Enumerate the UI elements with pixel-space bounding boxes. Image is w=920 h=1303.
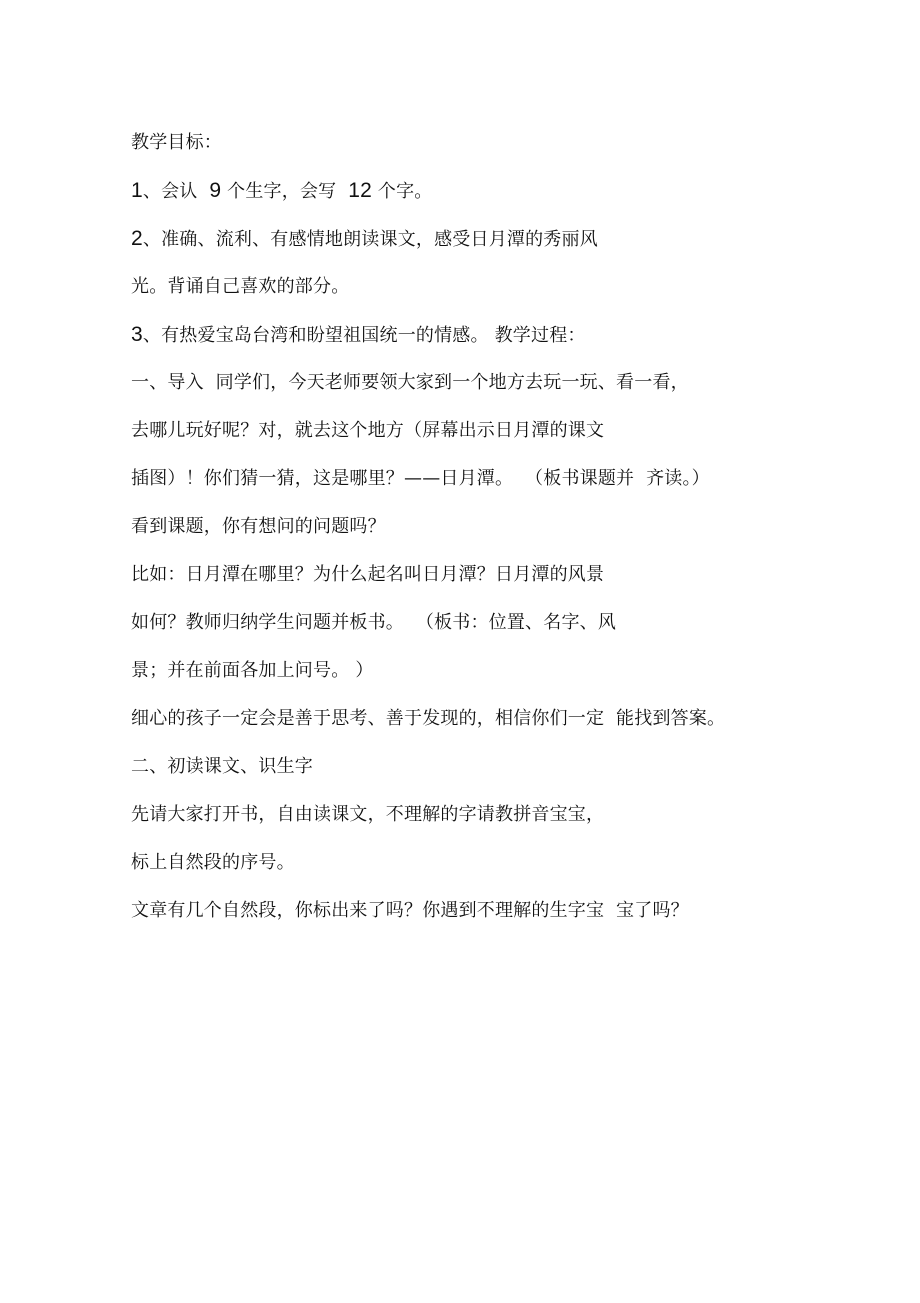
text-line-read-instruction: 先请大家打开书，自由读课文，不理解的字请教拼音宝宝，	[131, 804, 605, 825]
text-line-encourage: 细心的孩子一定会是善于思考、善于发现的，相信你们一定 能找到答案。	[131, 708, 726, 729]
text-line-read-instruction-2: 标上自然段的序号。	[131, 852, 295, 873]
text-line-goal-3	[131, 323, 586, 348]
text-line-goal-2	[131, 227, 598, 252]
text-line-teaching-goals: 教学目标：	[131, 132, 222, 153]
goal-1-part-c: 个字。	[371, 181, 433, 202]
goal-2-text: 、准确、流利、有感情地朗读课文，感受日月潭的秀丽风	[142, 229, 598, 250]
goal-1-part-b: 个生字，会写	[221, 181, 349, 202]
text-line-question: 看到课题，你有想问的问题吗？	[131, 516, 386, 537]
goal-1-count-write: 12	[348, 179, 372, 202]
goal-1-part-a: 、会认	[142, 181, 210, 202]
text-line-intro-3: 插图）！你们猜一猜，这是哪里？——日月潭。 （板书课题并 齐读。）	[131, 468, 710, 489]
text-line-intro-2: 去哪儿玩好呢？对，就去这个地方（屏幕出示日月潭的课文	[131, 420, 605, 441]
goal-number-3: 3	[131, 323, 143, 346]
goal-number-2: 2	[131, 227, 143, 250]
text-line-example: 比如：日月潭在哪里？为什么起名叫日月潭？日月潭的风景	[131, 564, 605, 585]
text-line-intro: 一、导入 同学们，今天老师要领大家到一个地方去玩一玩、看一看，	[131, 372, 689, 393]
text-line-example-2: 如何？教师归纳学生问题并板书。 （板书：位置、名字、风	[131, 612, 617, 633]
goal-1-count-recognize: 9	[209, 179, 222, 202]
text-line-goal-2-cont: 光。背诵自己喜欢的部分。	[131, 276, 350, 297]
goal-3-text: 、有热爱宝岛台湾和盼望祖国统一的情感。 教学过程：	[142, 325, 586, 346]
text-line-goal-1	[131, 179, 433, 204]
goal-number-1: 1	[131, 179, 143, 202]
text-line-section-2-heading: 二、初读课文、识生字	[131, 756, 313, 777]
text-line-paragraph-question: 文章有几个自然段，你标出来了吗？你遇到不理解的生字宝 宝了吗？	[131, 900, 689, 921]
text-line-example-3: 景；并在前面各加上问号。 ）	[131, 660, 374, 681]
